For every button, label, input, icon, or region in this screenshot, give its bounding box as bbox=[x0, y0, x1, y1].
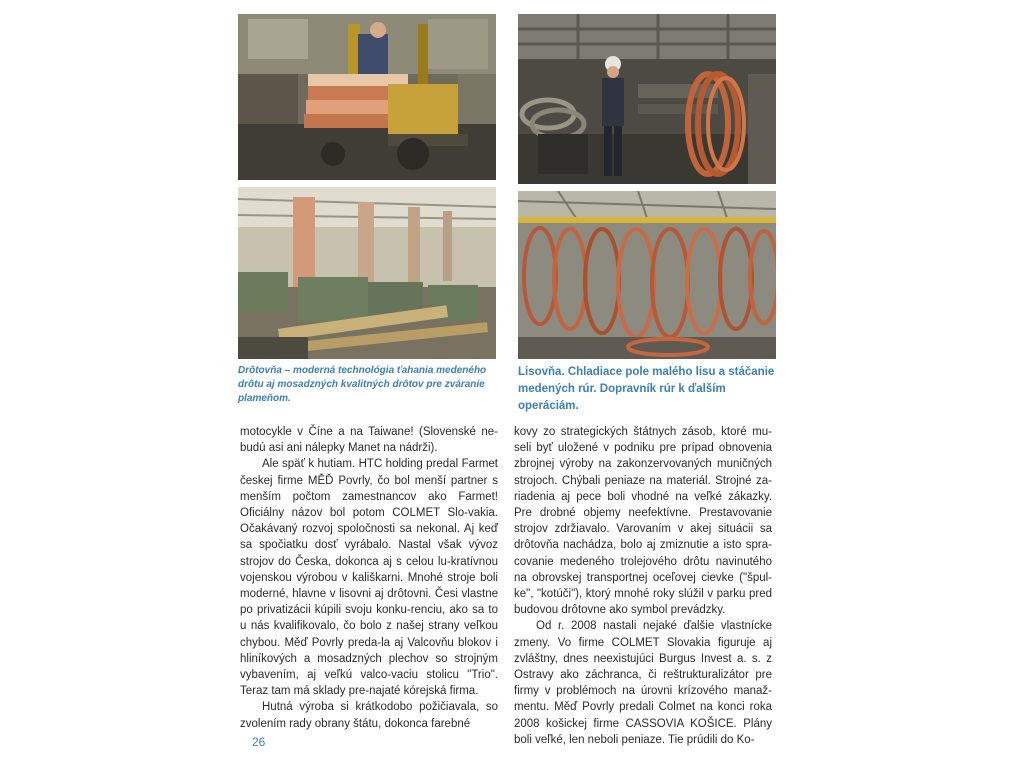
page-number: 26 bbox=[252, 735, 266, 749]
paragraph: Hutná výroba si krátkodobo požičiavala, so zvolením rady obrany štátu, dokonca farebné bbox=[240, 701, 498, 730]
text-column-right bbox=[514, 424, 772, 748]
paragraph: Od r. 2008 nastali nejaké ďalšie vlastnícke zmeny. Vo firme COLMET Slovakia figuruje aj zvláštny, dnes neexistujúci Burgus Invest a. s. z Ostravy ako záchranca, či reštrukturalizátor pre firmy v problémoch na úrovni krízového manaž-mentu. Měď Povrly predali Colmet na konci roka 2008 košickej firme CASSOVIA KOŠICE. Plány boli veľké, len neboli peniaze. Tie prúdili do Ko- bbox=[514, 620, 772, 746]
hanging-copper-coils-icon bbox=[518, 191, 776, 359]
forklift-with-copper-spools-icon bbox=[238, 14, 496, 180]
paragraph: Ale späť k hutiam. HTC holding predal Farmet českej firme MĚĎ Povrly, čo bol menší partner s menším počtom zamestnancov ako Farmet! Oficiálny názov bol potom COLMET Slo-vakia. Očakávaný rozvoj spoločnosti sa nekonal. Aj keď sa spočiatku dosť vyrábalo. Nastal však vývoz strojov do Česka, dokonca aj s celou lu-kratívnou vojenskou výrobou v kališkarni. Mnohé stroje boli moderné, hlavne v lisovni aj drôtovni. Česi vlastne po privatizácii kúpili svoju konku-renciu, ako sa to u nás kvalifikovalo, čo bolo z našej strany veľkou chybou. Měď Povrly preda-la aj Valcovňu blokov i hliníkových a mosadzných plechov so strojným vybavením, aj veľkú valco-vaciu stolicu "Trio". Teraz tam má sklady pre-najaté kórejská firma. bbox=[240, 458, 498, 698]
document-page bbox=[222, 0, 802, 768]
text-column-left bbox=[240, 424, 498, 732]
paragraph: motocykle v Číne a na Taiwane! (Slovenské ne-budú asi ani nálepky Manet na nádrži). bbox=[240, 426, 498, 455]
photo-caption-left: Drôtovňa – moderná technológia ťahania medeného drôtu aj mosadzných kvalitných drôtov pre zváranie plameňom. bbox=[238, 365, 487, 404]
worker-with-copper-pipe-coils-icon bbox=[518, 14, 776, 184]
machine-hall-icon bbox=[238, 187, 496, 359]
paragraph: kovy zo strategických štátnych zásob, ktoré mu-seli byť uložené v podniku pre prípad obnovenia zbrojnej výroby na zakonzervovaných muničných strojoch. Chýbali peniaze na materiál. Strojné za-riadenia aj pece boli vhodné na veľké zákazky. Pre drobné objemy neefektívne. Prestavovanie strojov zdržiavalo. Varovaním v akej situácii sa drôtovňa nachádza, bolo aj zmiznutie a isto spra-covanie medeného trolejového drôtu navinutého na obrovskej transportnej oceľovej cievke ("špul-ke", "kotúči"), ktorý mnohé roky slúžil v parku pred budovou drôtovne ako symbol prevádzky. bbox=[514, 426, 772, 617]
photo-caption-right: Lisovňa. Chladiace pole malého lisu a stáčanie medených rúr. Dopravník rúr k ďalším operáciám. bbox=[518, 366, 775, 412]
